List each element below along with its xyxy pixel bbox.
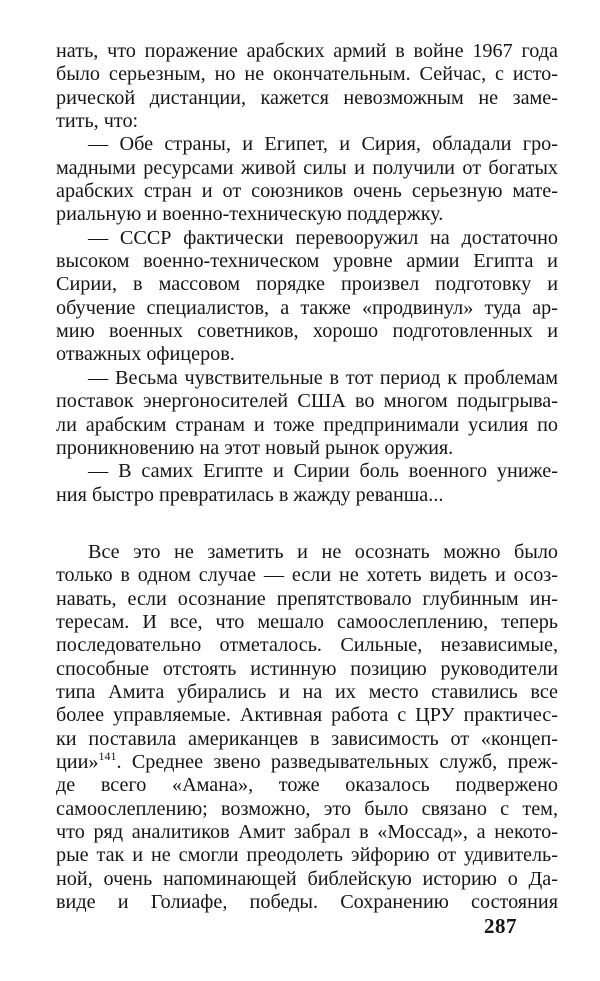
text-line: самоослеплению; возможно, это было связано с тем, <box>56 797 558 820</box>
text-line: мию военных советников, хорошо подготовленных и <box>56 320 558 343</box>
page-number: 287 <box>484 914 517 938</box>
text-line: Все это не заметить и не осознать можно было <box>88 540 558 563</box>
list-item <box>56 133 558 226</box>
text-line: — В самих Египте и Сирии боль военного униже- <box>88 460 558 483</box>
text-line: обучение специалистов, а также «продвинул» туда ар- <box>56 296 558 319</box>
text-line: — СССР фактически перевооружил на достаточно <box>88 226 558 249</box>
text-line: рые так и не смогли преодолеть эйфорию от удивитель- <box>56 844 558 867</box>
page-body <box>56 40 558 914</box>
text-line: де всего «Амана», тоже оказалось подвержено <box>56 774 558 797</box>
text-line: — Весьма чувствительные в тот период к проблемам <box>88 366 558 389</box>
list-item <box>56 227 558 367</box>
text-line: последовательно отметалось. Сильные, независимые, <box>56 634 558 657</box>
text-line: было серьезным, но не окончательным. Сейчас, с исто- <box>56 63 558 86</box>
text-fragment: . Среднее звено разведывательных служб, преж- <box>116 750 558 773</box>
text-line: более управляемые. Активная работа с ЦРУ практичес- <box>56 704 558 727</box>
text-line: риальную и военно-техническую поддержку. <box>56 203 444 226</box>
paragraph-main <box>56 541 558 915</box>
text-line: высоком военно-техническом уровне армии Египта и <box>56 250 558 273</box>
text-line: способные отстоять истинную позицию руководители <box>56 657 558 680</box>
text-line: нать, что поражение арабских армий в войне 1967 года <box>56 40 558 62</box>
text-line: поставок энергоносителей США во многом подыгрыва- <box>56 390 558 413</box>
list-item <box>56 367 558 460</box>
text-line: ния быстро превратилась в жажду реванша... <box>56 483 444 506</box>
text-line-with-footnote <box>56 751 558 774</box>
list-item <box>56 460 558 507</box>
paragraph-intro <box>56 40 558 133</box>
text-line: мадными ресурсами живой силы и получили от богатых <box>56 156 558 179</box>
text-line: тересам. И все, что мешало самоослеплению, теперь <box>56 610 558 633</box>
text-line: проникновению на этот новый рынок оружия. <box>56 436 454 459</box>
text-line: арабских стран и от союзников очень серьезную мате- <box>56 180 558 203</box>
text-line: ли арабским странам и тоже предпринимали усилия по <box>56 413 558 436</box>
text-line: навать, если осознание препятствовало глубинным ин- <box>56 587 558 610</box>
text-fragment: ции» <box>56 750 99 773</box>
text-line: только в одном случае — если не хотеть видеть и осоз- <box>56 564 558 587</box>
text-line: тить, что: <box>56 110 139 133</box>
text-line: рической дистанции, кажется невозможным не заме- <box>56 86 558 109</box>
text-line: Сирии, в массовом порядке произвел подготовку и <box>56 273 558 296</box>
text-line: отважных офицеров. <box>56 343 235 366</box>
text-line: ной, очень напоминающей библейскую историю о Да- <box>56 867 558 890</box>
section-gap <box>56 507 558 541</box>
text-line: типа Амита убирались и на их место ставились все <box>56 680 558 703</box>
text-line: ки поставила американцев в зависимость от «концеп- <box>56 727 558 750</box>
text-line: что ряд аналитиков Амит забрал в «Моссад», а некото- <box>56 821 558 843</box>
text-line: — Обе страны, и Египет, и Сирия, обладали гро- <box>88 133 558 156</box>
text-line: виде и Голиафе, победы. Сохранению состояния <box>56 891 558 914</box>
footnote-reference: 141 <box>98 750 117 763</box>
